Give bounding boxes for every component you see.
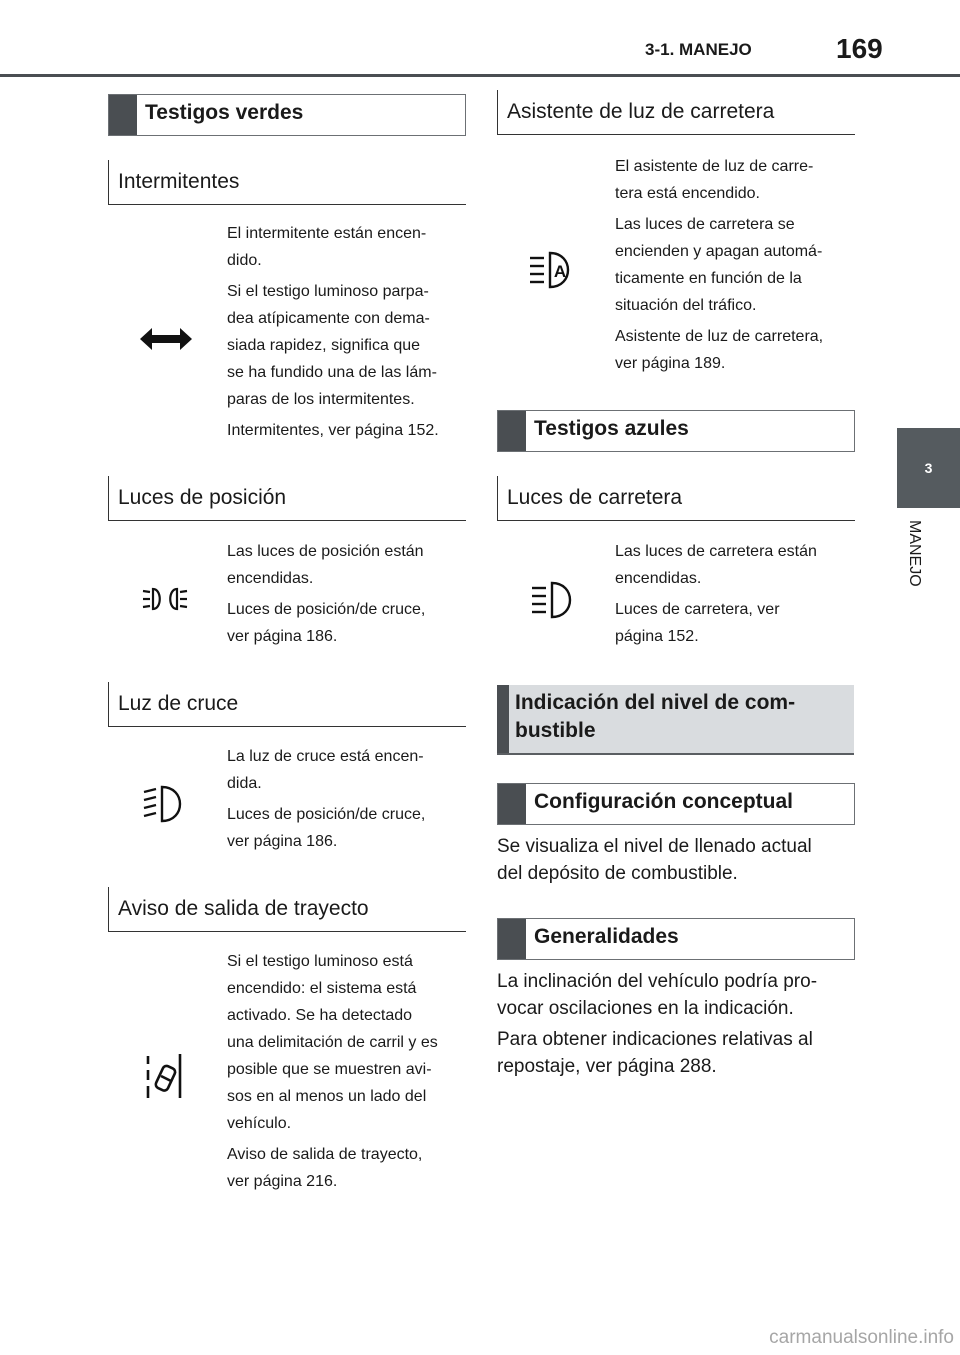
- line: encienden y apagan automá-: [615, 243, 823, 260]
- line: encendido: el sistema está: [227, 980, 417, 997]
- subheading-salida: [108, 887, 466, 932]
- line: Luces de posición/de cruce,: [227, 601, 426, 618]
- line: La inclinación del vehículo podría pro-: [497, 971, 818, 992]
- position-lights-icon: [142, 586, 188, 612]
- subheading-intermitentes: [108, 160, 466, 205]
- subheading-cruce: [108, 682, 466, 727]
- heading-generalidades: [497, 918, 855, 960]
- subheading-carretera: [497, 476, 855, 521]
- heading-text: Testigos azules: [534, 417, 689, 440]
- line: La luz de cruce está encen-: [227, 748, 424, 765]
- lane-departure-icon: [144, 1052, 184, 1100]
- subheading-asistente: [497, 90, 855, 135]
- line: Luces de posición/de cruce,: [227, 806, 426, 823]
- line: ver página 189.: [615, 355, 726, 372]
- line: siada rapidez, significa que: [227, 337, 421, 354]
- text-intermitentes: [227, 220, 467, 444]
- line: página 152.: [615, 628, 699, 645]
- heading-bar: [498, 784, 526, 824]
- text-asistente: [615, 153, 855, 377]
- subheading-text: Asistente de luz de carretera: [507, 100, 775, 123]
- high-beam-icon: [530, 580, 580, 620]
- line: posible que se muestren avi-: [227, 1061, 432, 1078]
- heading-line: Indicación del nivel de com-: [515, 691, 796, 714]
- text-carretera: [615, 538, 855, 650]
- text-configuracion: [497, 833, 857, 887]
- line: Luces de carretera, ver: [615, 601, 780, 618]
- line: Se visualiza el nivel de llenado actual: [497, 836, 812, 857]
- line: tera está encendido.: [615, 185, 760, 202]
- page-number: 169: [836, 33, 883, 64]
- text-generalidades: [497, 968, 857, 1080]
- chapter-label: [905, 520, 929, 610]
- line: una delimitación de carril y es: [227, 1034, 438, 1051]
- line: El asistente de luz de carre-: [615, 158, 814, 175]
- heading-line: bustible: [515, 719, 596, 742]
- heading-text: Configuración conceptual: [534, 790, 794, 813]
- line: Las luces de carretera se: [615, 216, 795, 233]
- header-section: 3-1. MANEJO: [645, 40, 752, 59]
- heading-bar: [498, 411, 526, 451]
- high-beam-assist-icon: [528, 250, 578, 290]
- line: ver página 186.: [227, 628, 338, 645]
- chapter-tab[interactable]: 3: [897, 428, 960, 508]
- line: Las luces de carretera están: [615, 543, 817, 560]
- line: repostaje, ver página 288.: [497, 1056, 717, 1077]
- heading-text: Generalidades: [534, 925, 679, 948]
- text-cruce: [227, 743, 467, 855]
- line: Para obtener indicaciones relativas al: [497, 1029, 813, 1050]
- line: ver página 216.: [227, 1173, 338, 1190]
- svg-text:A: A: [553, 262, 567, 281]
- line: Las luces de posición están: [227, 543, 424, 560]
- heading-bar: [498, 919, 526, 959]
- subheading-text: Intermitentes: [118, 170, 240, 193]
- line: Intermitentes, ver página 152.: [227, 422, 439, 439]
- subheading-text: Luces de posición: [118, 486, 287, 509]
- turn-signal-icon: [140, 326, 192, 352]
- text-posicion: [227, 538, 467, 650]
- chapter-label-text: MANEJO: [906, 520, 923, 587]
- line: dido.: [227, 252, 262, 269]
- heading-testigos-verdes: [108, 94, 466, 136]
- line: dea atípicamente con dema-: [227, 310, 430, 327]
- subheading-text: Luz de cruce: [118, 692, 239, 715]
- line: Aviso de salida de trayecto,: [227, 1146, 423, 1163]
- line: sos en al menos un lado del: [227, 1088, 427, 1105]
- line: se ha fundido una de las lám-: [227, 364, 437, 381]
- header-rule: [0, 74, 960, 77]
- line: situación del tráfico.: [615, 297, 757, 314]
- line: activado. Se ha detectado: [227, 1007, 413, 1024]
- line: paras de los intermitentes.: [227, 391, 415, 408]
- low-beam-icon: [140, 784, 190, 824]
- line: ticamente en función de la: [615, 270, 802, 287]
- text-salida: [227, 948, 467, 1195]
- heading-configuracion: [497, 783, 855, 825]
- subheading-posicion: [108, 476, 466, 521]
- heading-nivel-combustible: [497, 685, 854, 755]
- line: Si el testigo luminoso parpa-: [227, 283, 429, 300]
- heading-testigos-azules: [497, 410, 855, 452]
- line: ver página 186.: [227, 833, 338, 850]
- heading-text: [515, 689, 795, 745]
- line: Si el testigo luminoso está: [227, 953, 413, 970]
- line: dida.: [227, 775, 262, 792]
- subheading-text: Aviso de salida de trayecto: [118, 897, 369, 920]
- heading-text: Testigos verdes: [145, 101, 304, 124]
- line: encendidas.: [615, 570, 702, 587]
- line: vehículo.: [227, 1115, 292, 1132]
- heading-bar: [109, 95, 137, 135]
- subheading-text: Luces de carretera: [507, 486, 683, 509]
- line: Asistente de luz de carretera,: [615, 328, 824, 345]
- line: del depósito de combustible.: [497, 863, 738, 884]
- line: El intermitente están encen-: [227, 225, 427, 242]
- watermark: carmanualsonline.info: [769, 1327, 954, 1348]
- line: vocar oscilaciones en la indicación.: [497, 998, 794, 1019]
- heading-bar: [497, 685, 509, 753]
- line: encendidas.: [227, 570, 314, 587]
